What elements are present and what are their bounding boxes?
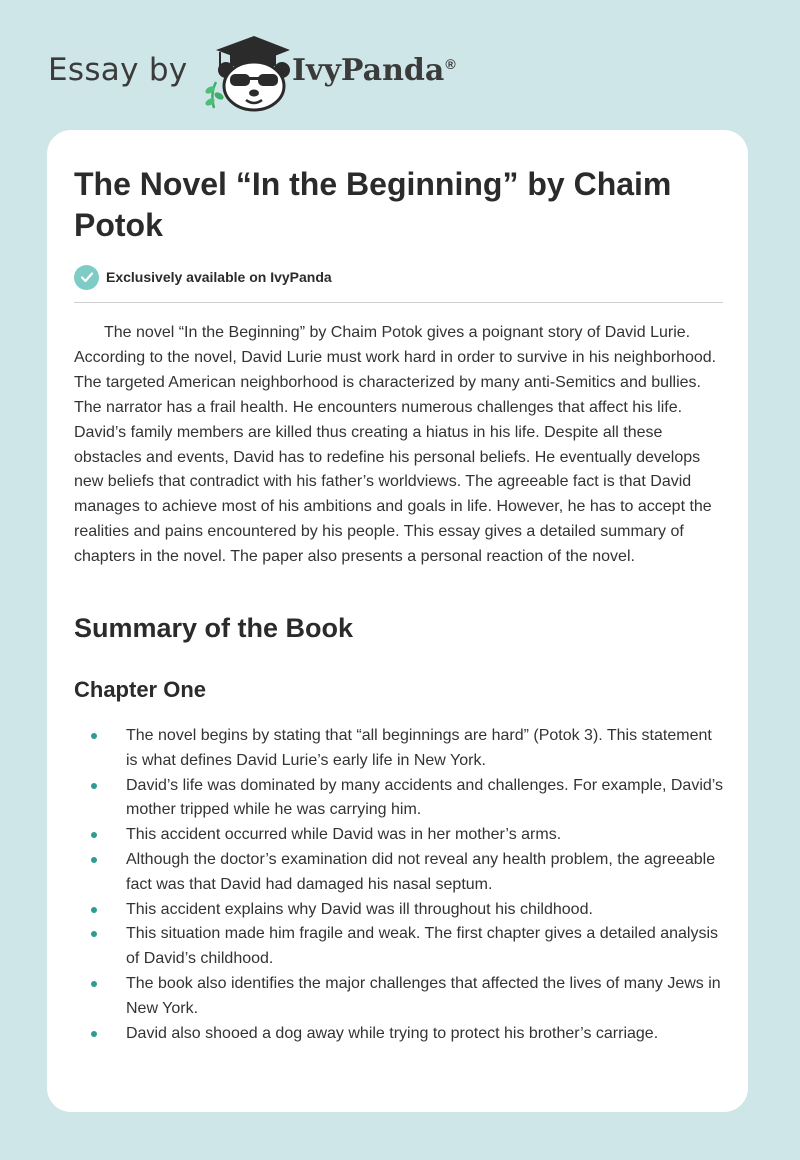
intro-paragraph: The novel “In the Beginning” by Chaim Potok gives a poignant story of David Lurie. According to the novel, David Lurie must work hard in order to survive in his neighborhood. The targeted American neighborhood is characterized by many anti-Semitics and bullies. The narrator has a frail health. He encounters numerous challenges that affect his life. David’s family members are killed thus creating a hiatus in his life. Despite all these obstacles and events, David has to redefine his personal beliefs. He eventually develops new beliefs that contradict with his father’s worldviews. The agreeable fact is that David manages to achieve most of his ambitions and goals in life. However, he has to accept the realities and pains encountered by his people. This essay gives a detailed summary of chapters in the novel. The paper also presents a personal reaction of the novel. — [74, 324, 717, 566]
list-item: This accident explains why David was ill throughout his childhood. — [74, 898, 724, 923]
bullet-list — [74, 724, 724, 1046]
section-heading: Summary of the Book — [74, 613, 354, 643]
panda-graduate-logo-icon[interactable] — [200, 34, 292, 112]
brand-header — [48, 34, 508, 114]
list-item: Although the doctor’s examination did not reveal any health problem, the agreeable fact was that David had damaged his nasal septum. — [74, 848, 724, 898]
brand-prefix: Essay by — [48, 52, 188, 88]
list-item: David’s life was dominated by many accidents and challenges. For example, David’s mother tripped while he was carrying him. — [74, 774, 724, 824]
exclusive-badge — [74, 264, 332, 290]
list-item: David also shooed a dog away while trying to protect his brother’s carriage. — [74, 1022, 724, 1047]
brand-name[interactable]: IvyPanda® — [292, 53, 456, 88]
list-item: The book also identifies the major challenges that affected the lives of many Jews in New York. — [74, 972, 724, 1022]
essay-card — [47, 130, 748, 1112]
list-item: The novel begins by stating that “all beginnings are hard” (Potok 3). This statement is what defines David Lurie’s early life in New York. — [74, 724, 724, 774]
registered-mark: ® — [445, 56, 456, 72]
subsection-heading: Chapter One — [74, 677, 207, 702]
check-circle-icon — [74, 265, 99, 290]
exclusive-badge-label: Exclusively available on IvyPanda — [106, 269, 332, 285]
list-item: This situation made him fragile and weak. The first chapter gives a detailed analysis of David’s childhood. — [74, 922, 724, 972]
divider — [74, 302, 723, 303]
page-title: The Novel “In the Beginning” by Chaim Potok — [74, 166, 672, 243]
list-item: This accident occurred while David was in her mother’s arms. — [74, 823, 724, 848]
